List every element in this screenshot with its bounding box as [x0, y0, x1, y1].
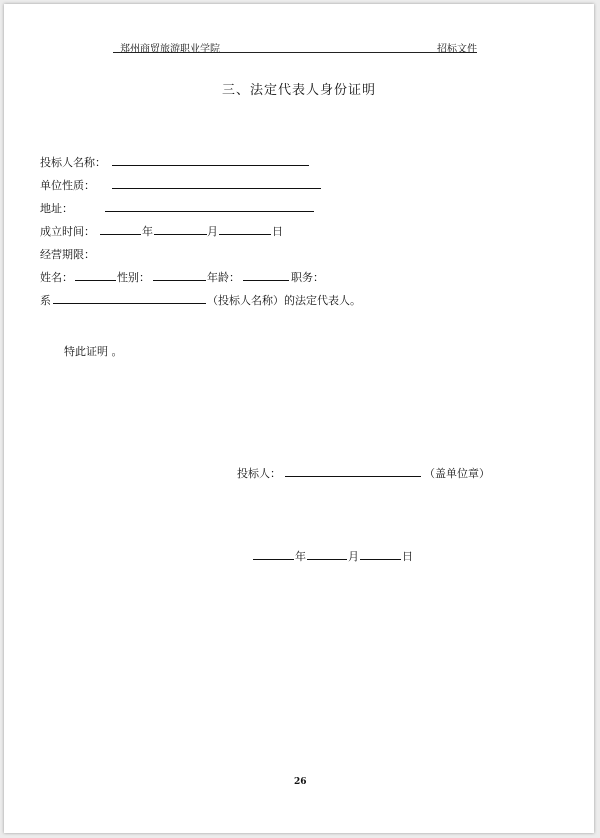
- label-gender: 性别：: [117, 271, 150, 284]
- fill-line-unit-nature: [112, 188, 321, 189]
- label-age: 年龄：: [207, 271, 240, 284]
- label-bidder-name: 投标人名称：: [40, 156, 106, 169]
- label-business-term: 经营期限：: [40, 248, 95, 261]
- fill-line-est-year: [100, 234, 141, 235]
- fill-line-sign-day: [360, 559, 401, 560]
- label-stamp: （盖单位章）: [424, 467, 490, 480]
- page-number: 26: [294, 777, 307, 787]
- label-est-day: 日: [272, 225, 283, 238]
- page-title: 三、法定代表人身份证明: [222, 83, 377, 98]
- label-established: 成立时间：: [40, 225, 95, 238]
- fill-line-gender: [153, 280, 206, 281]
- header-rule: [113, 52, 477, 53]
- label-sign-month: 月: [348, 550, 359, 563]
- label-signature-bidder: 投标人：: [237, 467, 281, 480]
- fill-line-address: [105, 211, 314, 212]
- label-name: 姓名：: [40, 271, 73, 284]
- fill-line-est-day: [219, 234, 271, 235]
- header-school: 郑州商贸旅游职业学院: [120, 44, 220, 55]
- label-address: 地址：: [40, 202, 73, 215]
- fill-line-bidder-name: [112, 165, 309, 166]
- label-sign-year: 年: [295, 550, 306, 563]
- label-est-month: 月: [207, 225, 218, 238]
- label-position: 职务：: [291, 271, 324, 284]
- label-est-year: 年: [142, 225, 153, 238]
- fill-line-est-month: [154, 234, 207, 235]
- fill-line-name: [75, 280, 116, 281]
- label-is-suffix: （投标人名称）的法定代表人。: [207, 294, 361, 307]
- fill-line-age: [243, 280, 289, 281]
- header-doc-type: 招标文件: [437, 44, 477, 55]
- label-sign-day: 日: [402, 550, 413, 563]
- fill-line-sign-year: [253, 559, 294, 560]
- fill-line-signature: [285, 476, 421, 477]
- document-page: [4, 4, 594, 833]
- fill-line-sign-month: [307, 559, 347, 560]
- label-is-prefix: 系: [40, 294, 51, 307]
- label-unit-nature: 单位性质：: [40, 179, 95, 192]
- certify-text: 特此证明 。: [64, 345, 123, 358]
- fill-line-bidder-name-2: [53, 303, 206, 304]
